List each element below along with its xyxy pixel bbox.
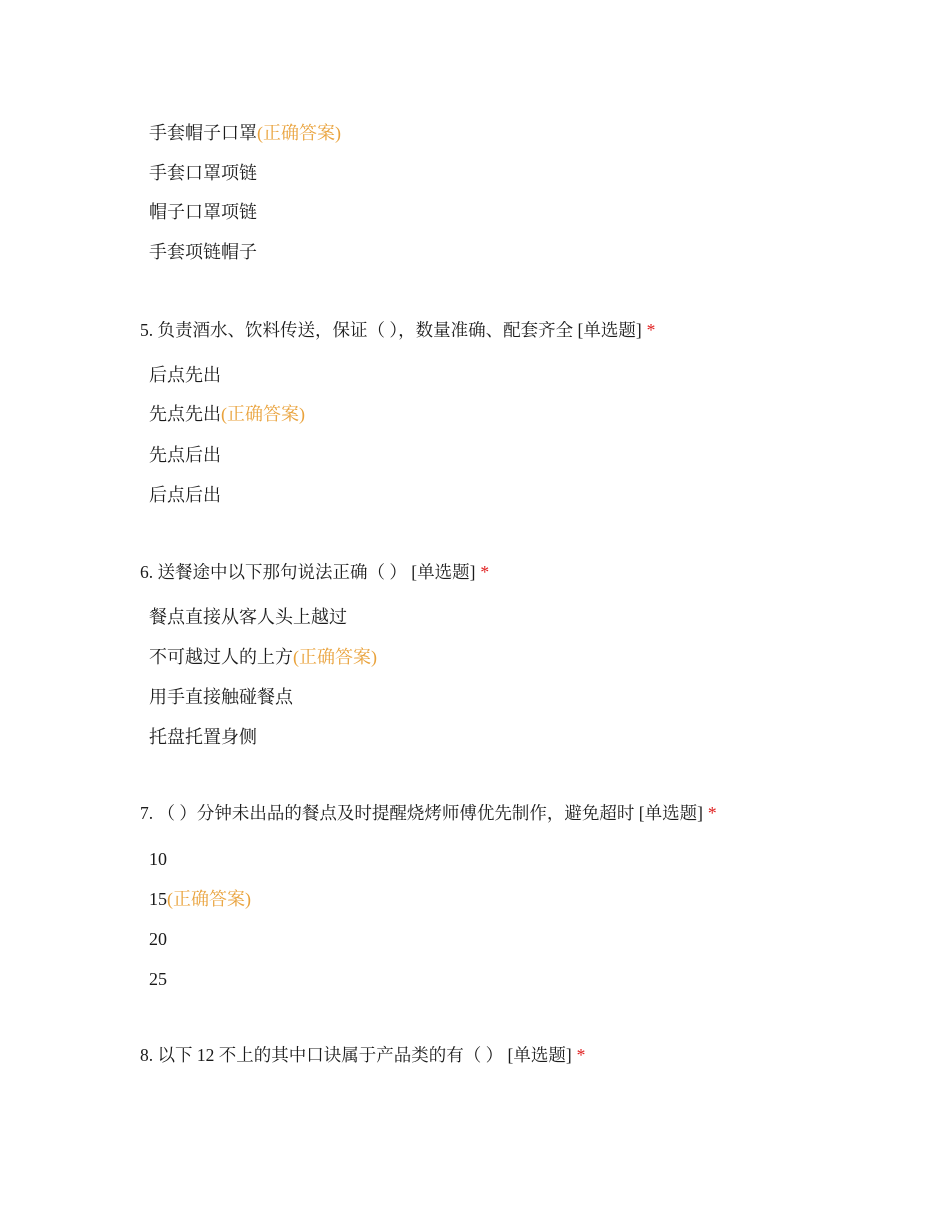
question-text: 8. 以下 12 不上的其中口诀属于产品类的有（ ） [单选题]	[140, 1045, 572, 1065]
option-q7-3[interactable]	[149, 927, 167, 951]
option-label: 先点先出	[149, 404, 221, 424]
option-label: 用手直接触碰餐点	[149, 687, 293, 707]
option-label: 不可越过人的上方	[149, 647, 293, 667]
option-q6-2[interactable]	[149, 645, 377, 669]
option-label: 后点后出	[149, 485, 221, 505]
question-text: 7. （ ）分钟未出品的餐点及时提醒烧烤师傅优先制作，避免超时 [单选题]	[140, 803, 703, 823]
correct-answer-tag: (正确答案)	[293, 647, 377, 667]
question-8-title	[140, 1043, 585, 1067]
option-label: 手套口罩项链	[149, 163, 257, 183]
option-q5-1[interactable]	[149, 363, 221, 387]
option-q5-3[interactable]	[149, 443, 221, 467]
question-7-title	[140, 801, 717, 825]
option-label: 手套项链帽子	[149, 242, 257, 262]
correct-answer-tag: (正确答案)	[167, 889, 251, 909]
option-q4-2[interactable]	[149, 161, 257, 185]
option-q7-1[interactable]	[149, 847, 167, 871]
option-label: 餐点直接从客人头上越过	[149, 607, 347, 627]
option-q5-4[interactable]	[149, 483, 221, 507]
option-label: 10	[149, 849, 167, 869]
required-marker: *	[707, 803, 717, 823]
question-text: 5. 负责酒水、饮料传送，保证（ ），数量准确、配套齐全 [单选题]	[140, 320, 642, 340]
required-marker: *	[480, 562, 490, 582]
question-6-title	[140, 560, 489, 584]
option-label: 帽子口罩项链	[149, 202, 257, 222]
option-label: 后点先出	[149, 365, 221, 385]
option-q6-4[interactable]	[149, 725, 257, 749]
option-q7-2[interactable]	[149, 887, 251, 911]
option-q7-4[interactable]	[149, 967, 167, 991]
question-text: 6. 送餐途中以下那句说法正确（ ） [单选题]	[140, 562, 476, 582]
required-marker: *	[576, 1045, 586, 1065]
option-label: 25	[149, 969, 167, 989]
option-q6-1[interactable]	[149, 605, 347, 629]
option-q6-3[interactable]	[149, 685, 293, 709]
option-label: 15	[149, 889, 167, 909]
option-label: 先点后出	[149, 445, 221, 465]
option-q5-2[interactable]	[149, 402, 305, 426]
option-q4-3[interactable]	[149, 200, 257, 224]
question-5-title	[140, 318, 655, 342]
correct-answer-tag: (正确答案)	[257, 123, 341, 143]
option-label: 手套帽子口罩	[149, 123, 257, 143]
required-marker: *	[646, 320, 656, 340]
option-label: 托盘托置身侧	[149, 727, 257, 747]
option-q4-4[interactable]	[149, 240, 257, 264]
option-label: 20	[149, 929, 167, 949]
option-q4-1[interactable]	[149, 121, 341, 145]
correct-answer-tag: (正确答案)	[221, 404, 305, 424]
